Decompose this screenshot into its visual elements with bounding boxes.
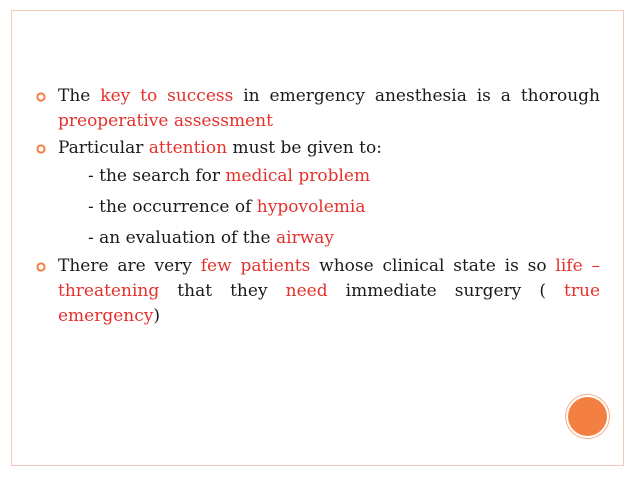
orange-circle-icon [568, 397, 607, 436]
text-segment: in emergency anesthesia is a thorough [233, 86, 600, 106]
sub-item-airway [36, 223, 600, 254]
slide-content [36, 84, 600, 329]
bullet-item-few-patients [36, 254, 600, 329]
sub-item-medical-problem [36, 161, 600, 192]
highlighted-text: medical problem [225, 166, 371, 186]
hollow-circle-bullet-icon [36, 92, 46, 102]
text-segment: Particular [58, 138, 149, 158]
text-segment: - the search for [88, 166, 226, 186]
highlighted-text: key to success [100, 86, 234, 106]
highlighted-text: airway [276, 228, 334, 248]
text-segment: There are very [58, 256, 201, 276]
sub-item-hypovolemia [36, 192, 600, 223]
text-segment: - an evaluation of the [88, 228, 276, 248]
highlighted-text: few patients [200, 256, 311, 276]
hollow-circle-bullet-icon [36, 262, 46, 272]
bullet-item-attention [36, 136, 600, 161]
text-segment: whose clinical state is so [310, 256, 556, 276]
text-segment: immediate surgery ( [327, 281, 565, 301]
text-segment: must be given to: [227, 138, 382, 158]
highlighted-text: need [285, 281, 328, 301]
highlighted-text: hypovolemia [256, 197, 366, 217]
highlighted-text: attention [148, 138, 228, 158]
text-segment: ) [153, 306, 161, 326]
highlighted-text: preoperative assessment [58, 111, 273, 131]
hollow-circle-bullet-icon [36, 144, 46, 154]
text-segment: The [58, 86, 101, 106]
highlighted-text: true emergency [58, 281, 601, 326]
highlighted-text: life – threatening [58, 256, 600, 301]
bullet-item-key-to-success [36, 84, 600, 134]
text-segment: - the occurrence of [88, 197, 257, 217]
text-segment: that they [159, 281, 286, 301]
